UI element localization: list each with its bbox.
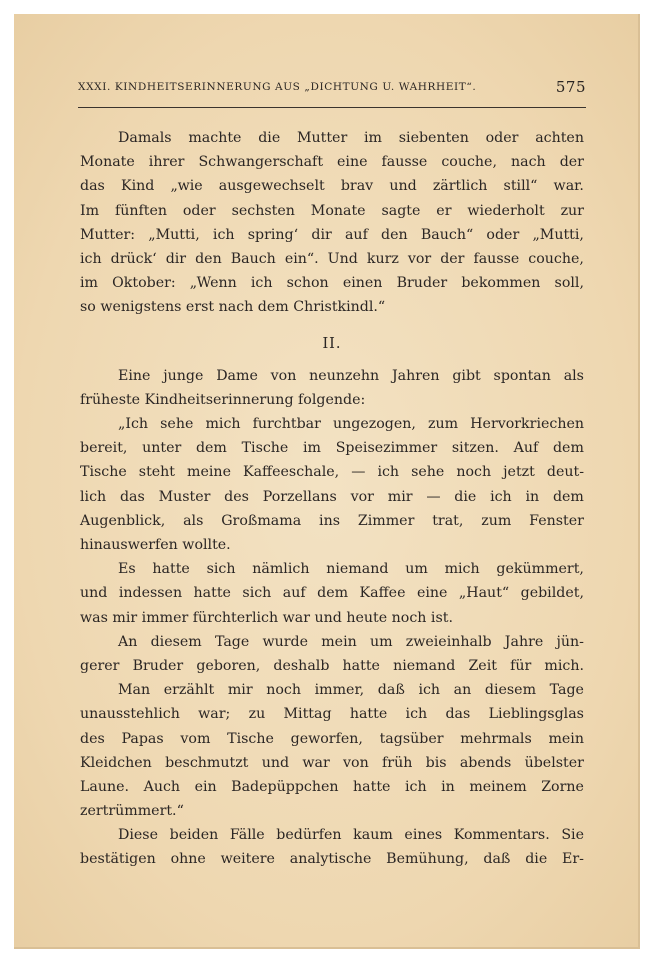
text-line bbox=[80, 174, 584, 198]
word: ungezogen, bbox=[333, 416, 416, 433]
word: im bbox=[303, 440, 322, 457]
word: Kaffeeschale, bbox=[243, 464, 340, 481]
word: Zeit bbox=[468, 657, 497, 674]
text-line bbox=[80, 751, 584, 775]
word: Großmama bbox=[221, 512, 302, 529]
word: sehe bbox=[160, 416, 194, 433]
word: Tage bbox=[214, 633, 250, 650]
word: „Haut“ bbox=[458, 585, 510, 602]
word: Jahren bbox=[391, 367, 440, 384]
text-line bbox=[80, 126, 584, 150]
word: — bbox=[426, 488, 441, 505]
word: indessen bbox=[118, 585, 183, 602]
text-line bbox=[80, 581, 584, 605]
word: gibt bbox=[452, 367, 481, 384]
word: „Wenn bbox=[189, 275, 237, 292]
word: Zorne bbox=[541, 778, 584, 795]
word: schon bbox=[286, 275, 329, 292]
word: meinem bbox=[469, 778, 527, 795]
word: Man bbox=[118, 682, 151, 699]
word: bekommen bbox=[461, 275, 541, 292]
word: Papas bbox=[121, 730, 164, 747]
word: ich bbox=[377, 464, 400, 481]
word: des bbox=[224, 488, 249, 505]
word: so wenigstens erst nach dem Christkindl.“ bbox=[80, 299, 386, 316]
text-line bbox=[80, 775, 584, 799]
word: Mittag bbox=[283, 706, 332, 723]
text-line bbox=[80, 247, 584, 271]
word: Augenblick, bbox=[80, 512, 166, 529]
word: couche, bbox=[528, 250, 584, 267]
text-line bbox=[80, 199, 584, 223]
word: Im bbox=[80, 202, 100, 219]
word: Muster bbox=[158, 488, 211, 505]
word: unter bbox=[142, 440, 182, 457]
word: ins bbox=[319, 512, 341, 529]
word: Bruder bbox=[396, 275, 448, 292]
word: beiden bbox=[169, 827, 219, 844]
word: vom bbox=[180, 730, 211, 747]
text-line bbox=[80, 223, 584, 247]
word: spring‘ bbox=[247, 226, 299, 243]
word: Auch bbox=[143, 778, 181, 795]
running-title: XXXI. KINDHEITSERINNERUNG AUS „DICHTUNG U. WAHRHEIT“. bbox=[78, 81, 477, 93]
word: auf bbox=[344, 226, 368, 243]
word: dem bbox=[195, 440, 227, 457]
word: weitere bbox=[220, 851, 275, 868]
word: jün- bbox=[556, 633, 584, 650]
word: die bbox=[258, 130, 281, 146]
text-line bbox=[80, 557, 584, 581]
word: junge bbox=[163, 367, 204, 384]
word: sehe bbox=[411, 464, 445, 481]
word: von bbox=[343, 754, 369, 771]
word: fausse bbox=[381, 154, 428, 171]
word: um bbox=[369, 633, 393, 650]
word: noch bbox=[266, 682, 301, 699]
word: niemand bbox=[393, 657, 456, 674]
word: bestätigen bbox=[80, 851, 156, 868]
word: daß bbox=[483, 851, 511, 868]
word: dir bbox=[165, 250, 187, 267]
word: ein bbox=[194, 778, 217, 795]
word: daß bbox=[377, 682, 405, 699]
word: Eine bbox=[118, 367, 151, 384]
word: oder bbox=[486, 226, 520, 243]
word: Fälle bbox=[229, 827, 265, 844]
word: mir bbox=[227, 682, 253, 699]
word: hatte bbox=[342, 657, 380, 674]
word: Bruder bbox=[132, 657, 184, 674]
word: „Mutti, bbox=[148, 226, 200, 243]
word: Bauch“ bbox=[420, 226, 474, 243]
word: wurde bbox=[262, 633, 309, 650]
word: ein“. bbox=[284, 250, 319, 267]
word: hatte bbox=[193, 585, 231, 602]
word: neunzehn bbox=[309, 367, 380, 384]
word: Fenster bbox=[529, 512, 584, 529]
word: Kind bbox=[120, 178, 155, 195]
word: An bbox=[118, 633, 138, 650]
text-line bbox=[80, 460, 584, 484]
text-line bbox=[80, 727, 584, 751]
word: Bemühung, bbox=[386, 851, 469, 868]
word: dir bbox=[311, 226, 332, 243]
word: und bbox=[80, 585, 108, 602]
word: Und bbox=[327, 250, 358, 267]
word: mich bbox=[205, 416, 241, 433]
text-line bbox=[80, 678, 584, 702]
word: Schwangerschaft bbox=[198, 154, 324, 171]
word: gerer bbox=[80, 657, 120, 674]
word: dem bbox=[552, 440, 584, 457]
word: analytische bbox=[289, 851, 372, 868]
word: und bbox=[389, 178, 417, 195]
word: war bbox=[302, 754, 330, 771]
word: sich bbox=[206, 561, 236, 578]
word: drück‘ bbox=[110, 250, 157, 267]
word: mich. bbox=[544, 657, 584, 674]
word: Monate bbox=[80, 154, 135, 171]
word: geworfen, bbox=[290, 730, 363, 747]
word: vor bbox=[407, 250, 432, 267]
word: Kleidchen bbox=[80, 754, 152, 771]
word: lich bbox=[80, 488, 107, 505]
word: der bbox=[559, 154, 584, 171]
word: fausse bbox=[473, 250, 520, 267]
text-line bbox=[80, 799, 584, 823]
word: dem bbox=[317, 585, 349, 602]
word: kurz bbox=[366, 250, 399, 267]
word: das bbox=[119, 488, 145, 505]
text-line bbox=[80, 271, 584, 295]
word: in bbox=[441, 778, 455, 795]
word: als bbox=[183, 512, 204, 529]
word: nach bbox=[510, 154, 546, 171]
word: furchtbar bbox=[252, 416, 321, 433]
word: was mir immer fürchterlich war und heute noch ist. bbox=[80, 609, 453, 626]
text-line bbox=[80, 150, 584, 174]
word: oder bbox=[485, 130, 519, 146]
word: Zimmer bbox=[357, 512, 415, 529]
word: zum bbox=[481, 512, 512, 529]
word: Monate bbox=[310, 202, 366, 219]
word: bereit, bbox=[80, 440, 128, 457]
word: Kaffee bbox=[359, 585, 406, 602]
text-line bbox=[80, 412, 584, 436]
word: ihrer bbox=[148, 154, 185, 171]
word: tagsüber bbox=[379, 730, 444, 747]
word: spontan bbox=[493, 367, 551, 384]
word: meine bbox=[187, 464, 231, 481]
word: dem bbox=[552, 488, 584, 505]
word: sich bbox=[242, 585, 272, 602]
word: Bauch bbox=[230, 250, 276, 267]
word: Tage bbox=[549, 682, 584, 699]
word: mein bbox=[548, 730, 584, 747]
word: hatte bbox=[152, 561, 190, 578]
text-line bbox=[80, 606, 584, 630]
word: in bbox=[525, 488, 540, 505]
text-line bbox=[80, 823, 584, 847]
word: die bbox=[525, 851, 548, 868]
word: ich bbox=[405, 706, 428, 723]
word: Er- bbox=[562, 851, 584, 868]
word: Mutter: bbox=[80, 226, 136, 243]
word: die bbox=[454, 488, 477, 505]
word: vor bbox=[350, 488, 374, 505]
word: eine bbox=[416, 585, 448, 602]
word: war. bbox=[553, 178, 584, 195]
word: „wie bbox=[170, 178, 203, 195]
word: hatte bbox=[349, 706, 388, 723]
page-number: 575 bbox=[555, 78, 586, 96]
word: sechsten bbox=[231, 202, 295, 219]
word: Badepüppchen bbox=[231, 778, 339, 795]
word: zweieinhalb bbox=[405, 633, 492, 650]
word: das bbox=[80, 178, 105, 195]
word: Kommentars. bbox=[453, 827, 550, 844]
word: einen bbox=[342, 275, 383, 292]
word: Lieblingsglas bbox=[488, 706, 584, 723]
word: eine bbox=[337, 154, 368, 171]
body-text bbox=[80, 126, 584, 872]
word: achten bbox=[535, 130, 584, 146]
word: Mutter bbox=[296, 130, 348, 146]
text-line bbox=[80, 654, 584, 678]
word: zertrümmert.“ bbox=[80, 803, 184, 820]
word: des bbox=[80, 730, 105, 747]
word: ausgewechselt bbox=[218, 178, 325, 195]
word: Dame bbox=[216, 367, 258, 384]
text-line bbox=[80, 630, 584, 654]
page-header bbox=[78, 78, 586, 100]
word: Laune. bbox=[80, 778, 130, 795]
text-line bbox=[80, 364, 584, 388]
text-line bbox=[80, 847, 584, 871]
word: Es bbox=[118, 561, 136, 578]
word: „Ich bbox=[118, 416, 149, 433]
word: um bbox=[405, 561, 428, 578]
paragraph-block-1 bbox=[80, 126, 584, 320]
word: gekümmert, bbox=[496, 561, 584, 578]
book-page bbox=[14, 14, 640, 949]
word: mein bbox=[321, 633, 357, 650]
word: „Mutti, bbox=[532, 226, 584, 243]
word: steht bbox=[138, 464, 176, 481]
word: der bbox=[440, 250, 465, 267]
word: früh bbox=[382, 754, 413, 771]
text-line bbox=[80, 702, 584, 726]
word: ich bbox=[418, 682, 441, 699]
word: niemand bbox=[326, 561, 389, 578]
word: für bbox=[510, 657, 532, 674]
word: Damals bbox=[118, 130, 172, 146]
word: den bbox=[195, 250, 222, 267]
word: immer, bbox=[314, 682, 365, 699]
word: Tische bbox=[227, 730, 274, 747]
word: den bbox=[381, 226, 408, 243]
word: zur bbox=[560, 202, 584, 219]
word: diesem bbox=[150, 633, 202, 650]
word: zum bbox=[428, 416, 459, 433]
word: trat, bbox=[432, 512, 464, 529]
word: soll, bbox=[554, 275, 584, 292]
word: hinauswerfen wollte. bbox=[80, 537, 231, 553]
word: im bbox=[80, 275, 98, 292]
word: noch bbox=[456, 464, 492, 481]
text-line bbox=[80, 295, 584, 319]
word: eines bbox=[404, 827, 443, 844]
word: wiederholt bbox=[467, 202, 545, 219]
word: im bbox=[364, 130, 382, 146]
word: jetzt bbox=[503, 464, 535, 481]
word: deut- bbox=[546, 464, 584, 481]
word: abends bbox=[459, 754, 512, 771]
word: Sie bbox=[561, 827, 584, 844]
word: auf bbox=[282, 585, 306, 602]
word: ich bbox=[212, 226, 235, 243]
word: geboren, bbox=[196, 657, 261, 674]
word: diesem bbox=[484, 682, 537, 699]
word: bis bbox=[425, 754, 447, 771]
word: Tische bbox=[241, 440, 289, 457]
word: das bbox=[445, 706, 471, 723]
word: fünften bbox=[114, 202, 167, 219]
paragraph-block-2 bbox=[80, 364, 584, 872]
word: an bbox=[453, 682, 472, 699]
word: nämlich bbox=[252, 561, 310, 578]
word: ohne bbox=[170, 851, 206, 868]
word: sitzen. bbox=[451, 440, 499, 457]
text-line bbox=[80, 533, 584, 557]
word: Tische bbox=[80, 464, 127, 481]
word: Oktober: bbox=[112, 275, 176, 292]
word: siebenten bbox=[398, 130, 469, 146]
text-line bbox=[80, 509, 584, 533]
word: mehrmals bbox=[460, 730, 532, 747]
word: erzählt bbox=[163, 682, 215, 699]
section-heading: II. bbox=[322, 335, 342, 352]
text-line bbox=[80, 485, 584, 509]
word: als bbox=[563, 367, 584, 384]
word: mich bbox=[444, 561, 480, 578]
word: Hervorkriechen bbox=[470, 416, 584, 433]
text-line bbox=[80, 388, 584, 412]
word: war; bbox=[198, 706, 231, 723]
word: ich bbox=[250, 275, 273, 292]
word: bedürfen bbox=[276, 827, 342, 844]
word: Jahre bbox=[504, 633, 544, 650]
word: hatte bbox=[353, 778, 391, 795]
word: und bbox=[261, 754, 290, 771]
word: kaum bbox=[353, 827, 393, 844]
word: Porzellans bbox=[262, 488, 337, 505]
word: Speisezimmer bbox=[335, 440, 438, 457]
word: still“ bbox=[503, 178, 538, 195]
word: deshalb bbox=[273, 657, 330, 674]
word: couche, bbox=[441, 154, 497, 171]
header-rule bbox=[78, 107, 586, 108]
word: Auf bbox=[513, 440, 539, 457]
word: Diese bbox=[118, 827, 158, 844]
word: von bbox=[270, 367, 297, 384]
word: ich bbox=[490, 488, 512, 505]
word: zu bbox=[248, 706, 266, 723]
word: sagte bbox=[381, 202, 421, 219]
word: zärtlich bbox=[432, 178, 488, 195]
word: übelster bbox=[524, 754, 584, 771]
word: gebildet, bbox=[520, 585, 584, 602]
text-line bbox=[80, 436, 584, 460]
word: — bbox=[351, 464, 366, 481]
word: mir bbox=[387, 488, 413, 505]
word: er bbox=[436, 202, 452, 219]
word: ich bbox=[404, 778, 427, 795]
word: früheste Kindheitserinnerung folgende: bbox=[80, 391, 366, 408]
word: machte bbox=[188, 130, 242, 146]
word: brav bbox=[340, 178, 374, 195]
word: unausstehlich bbox=[80, 706, 180, 723]
word: beschmutzt bbox=[165, 754, 249, 771]
word: ich bbox=[80, 250, 102, 267]
word: oder bbox=[182, 202, 216, 219]
